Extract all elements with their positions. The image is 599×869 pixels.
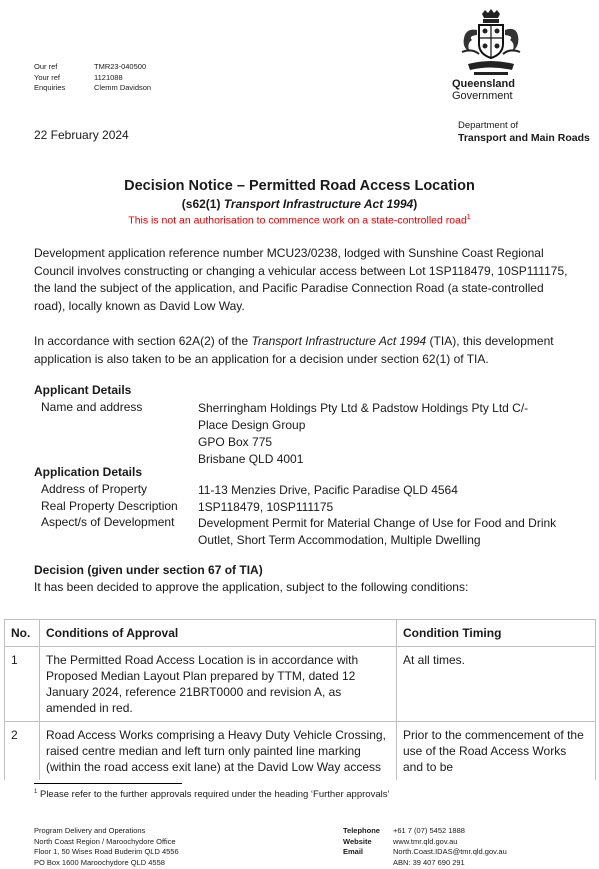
condition-no: 2 — [5, 722, 40, 781]
section-para-before: In accordance with section 62A(2) of the — [34, 334, 252, 348]
footnote — [34, 789, 390, 800]
page-title: Decision Notice – Permitted Road Access Location — [124, 178, 475, 194]
contact-label — [343, 858, 393, 869]
authorisation-warning — [0, 214, 599, 227]
contact-email: North.Coast.IDAS@tmr.qld.gov.au — [393, 847, 507, 856]
subtitle-prefix: (s62(1) — [181, 197, 224, 211]
section-para-after: (TIA), this development application is also taken to be an application for a decision under section 62(1) of TIA. — [34, 334, 554, 366]
condition-text: The Permitted Road Access Location is in accordance with Proposed Median Layout Plan prepared by TTM, dated 12 January 2024, reference 21BRT0000 and revision A, as amended in red. — [40, 647, 397, 722]
applicant-heading: Applicant Details — [34, 383, 132, 397]
aspect-label: Aspect/s of Development — [41, 515, 175, 529]
col-header-timing: Condition Timing — [397, 620, 596, 647]
logo-government: Government — [452, 90, 513, 102]
ref-label: Our ref — [34, 62, 58, 71]
office-line: Floor 1, 50 Wises Road Buderim QLD 4556 — [34, 847, 179, 856]
reference-block — [34, 62, 151, 94]
applicant-label: Name and address — [41, 400, 143, 414]
queensland-government-logo — [448, 8, 530, 102]
footnote-text: Please refer to the further approvals required under the heading ‘Further approvals’ — [37, 789, 390, 801]
col-header-no: No. — [5, 620, 40, 647]
property-address-label: Address of Property — [41, 482, 148, 496]
application-heading: Application Details — [34, 465, 143, 479]
ref-value: TMR23-040500 — [94, 62, 147, 71]
contact-label: Website — [343, 836, 372, 846]
table-row — [5, 722, 596, 781]
address-line: Brisbane QLD 4001 — [198, 452, 304, 466]
subtitle-suffix: ) — [413, 197, 418, 211]
subtitle-act: Transport Infrastructure Act 1994 — [223, 197, 414, 211]
office-line: PO Box 1600 Maroochydore QLD 4558 — [34, 857, 165, 867]
office-line: Program Delivery and Operations — [34, 826, 146, 835]
address-line: Sherringham Holdings Pty Ltd & Padstow Holdings Pty Ltd C/- — [198, 401, 529, 415]
contact-label: Email — [343, 847, 364, 856]
footnote-number: 1 — [34, 789, 38, 795]
contact-label: Telephone — [343, 826, 380, 835]
table-header-row — [5, 620, 596, 647]
contact-telephone: +61 7 (07) 5452 1888 — [393, 826, 465, 835]
address-line: GPO Box 775 — [198, 435, 273, 449]
footer-office — [34, 826, 179, 868]
intro-paragraph: Development application reference number MCU23/0238, lodged with Sunshine Coast Regional Council involves constructing or changing a vehicular access between Lot 1SP118479, 10SP111175, the land the subject of the application, and Pacific Paradise Connection Road (a state-controlled road), locally known as David Low Way. — [34, 246, 568, 313]
footnote-divider — [34, 783, 182, 784]
condition-timing: At all times. — [397, 647, 596, 722]
condition-timing: Prior to the commencement of the use of the Road Access Works and to be — [397, 722, 596, 781]
conditions-table — [4, 619, 596, 780]
section-paragraph — [34, 333, 569, 368]
col-header-condition: Conditions of Approval — [40, 620, 397, 647]
real-property-label: Real Property Description — [41, 499, 178, 513]
applicant-address — [198, 400, 558, 468]
aspect-value: Development Permit for Material Change of Use for Food and Drink Outlet, Short Term Accommodation, Multiple Dwelling — [198, 516, 557, 547]
letter-date: 22 February 2024 — [34, 128, 129, 142]
contact-website: www.tmr.qld.gov.au — [393, 836, 458, 846]
coat-of-arms-icon — [452, 8, 526, 78]
footer-contacts — [343, 826, 517, 868]
ref-value: Clemm Davidson — [94, 83, 152, 92]
condition-no: 1 — [5, 647, 40, 722]
page-subtitle — [0, 197, 599, 211]
logo-queensland: Queensland — [452, 78, 515, 90]
contact-abn: ABN: 39 407 690 291 — [393, 857, 465, 867]
ref-label: Your ref — [34, 72, 60, 82]
address-line: Place Design Group — [198, 418, 306, 432]
property-address-value: 11-13 Menzies Drive, Pacific Paradise QLD 4564 — [198, 483, 458, 497]
section-para-act: Transport Infrastructure Act 1994 — [251, 334, 427, 348]
ref-value: 1121088 — [94, 72, 123, 82]
ref-label: Enquiries — [34, 83, 66, 92]
table-row — [5, 647, 596, 722]
office-line: North Coast Region / Maroochydore Office — [34, 836, 176, 846]
warning-text: This is not an authorisation to commence work on a state-controlled road — [128, 214, 467, 227]
condition-text: Road Access Works comprising a Heavy Duty Vehicle Crossing, raised centre median and left turn only painted line marking (within the road access exit lane) at the David Low Way access — [40, 722, 397, 781]
department-name: Transport and Main Roads — [458, 132, 590, 144]
decision-heading: Decision (given under section 67 of TIA) — [34, 563, 263, 577]
department-block — [458, 120, 590, 145]
real-property-value: 1SP118479, 10SP111175 — [198, 500, 334, 514]
department-line1: Department of — [458, 120, 519, 131]
footnote-ref: 1 — [466, 214, 471, 221]
decision-text: It has been decided to approve the application, subject to the following conditions: — [34, 580, 469, 594]
